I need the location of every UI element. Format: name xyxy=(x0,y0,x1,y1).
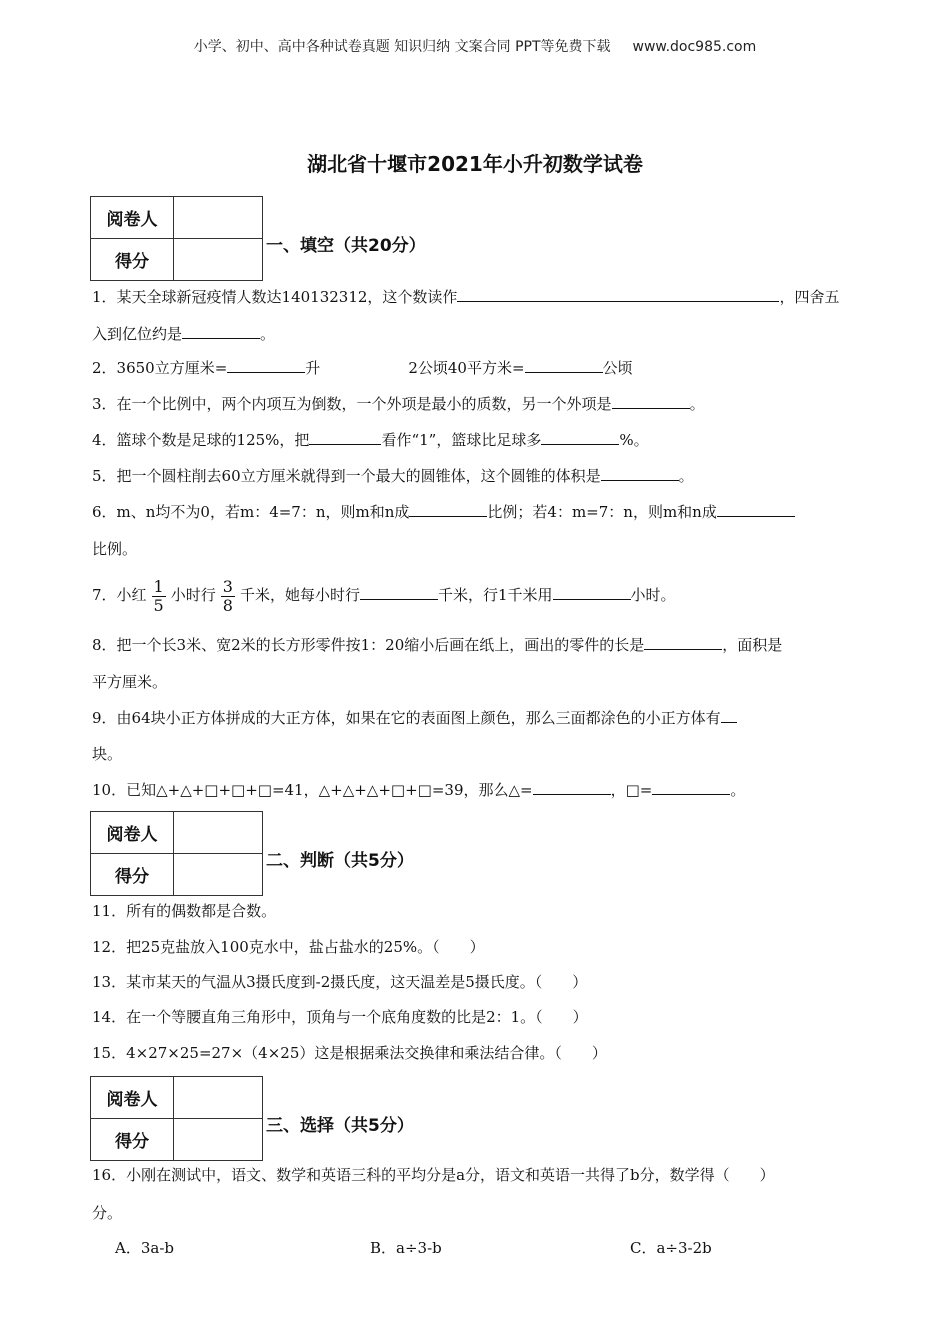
question-text: 2．3650立方厘米= xyxy=(92,359,228,377)
section-title: 三、选择（共5分） xyxy=(266,1116,414,1136)
question-text: 公顷 xyxy=(602,359,633,377)
question-6-cont: 比例。 xyxy=(92,540,138,558)
question-9-cont: 块。 xyxy=(92,745,123,763)
page-title: 湖北省十堰市2021年小升初数学试卷 xyxy=(307,152,643,176)
answer-blank[interactable] xyxy=(409,502,487,517)
question-12: 12．把25克盐放入100克水中，盐占盐水的25%。（ ） xyxy=(92,938,485,956)
answer-blank[interactable] xyxy=(553,585,631,600)
fraction-3-8 xyxy=(221,578,235,615)
question-text: 2公顷40平方米= xyxy=(408,359,525,377)
option-b[interactable]: B．a÷3-b xyxy=(370,1239,442,1257)
question-3 xyxy=(92,393,705,415)
question-text: 5．把一个圆柱削去60立方厘米就得到一个最大的圆锥体，这个圆锥的体积是 xyxy=(92,467,601,485)
question-text: 小时。 xyxy=(630,586,676,604)
question-text: ，面积是 xyxy=(722,636,783,654)
reviewer-cell xyxy=(174,812,263,854)
site-banner xyxy=(0,36,950,56)
question-text: 1．某天全球新冠疫情人数达140132312，这个数读作 xyxy=(92,288,458,306)
score-box xyxy=(90,1076,263,1161)
question-6 xyxy=(92,501,795,523)
score-label: 得分 xyxy=(91,854,174,896)
banner-url[interactable]: www.doc985.com xyxy=(632,39,757,55)
question-text: 比例；若4：m=7：n，则m和n成 xyxy=(487,503,717,521)
reviewer-label: 阅卷人 xyxy=(91,1077,174,1119)
question-text: 8．把一个长3米、宽2米的长方形零件按1：20缩小后画在纸上，画出的零件的长是 xyxy=(92,636,645,654)
answer-blank[interactable] xyxy=(644,635,722,650)
question-text: 看作“1”，篮球比足球多 xyxy=(381,431,542,449)
fraction-denominator: 5 xyxy=(153,595,164,615)
question-text: 3．在一个比例中，两个内项互为倒数，一个外项是最小的质数，另一个外项是 xyxy=(92,395,612,413)
question-9 xyxy=(92,707,737,729)
answer-blank[interactable] xyxy=(717,502,795,517)
question-text: 入到亿位约是 xyxy=(92,325,183,343)
question-text: 。 xyxy=(689,395,705,413)
question-16: 16．小刚在测试中，语文、数学和英语三科的平均分是a分，语文和英语一共得了b分，数学得（ ） xyxy=(92,1166,775,1184)
question-8 xyxy=(92,634,782,656)
fraction-numerator: 1 xyxy=(153,576,164,596)
answer-blank[interactable] xyxy=(360,585,438,600)
question-7 xyxy=(92,572,676,618)
question-text: 千米，她每小时行 xyxy=(239,586,360,604)
score-cell xyxy=(174,854,263,896)
question-8-cont: 平方厘米。 xyxy=(92,673,168,691)
reviewer-cell xyxy=(174,197,263,239)
question-text: 9．由64块小正方体拼成的大正方体，如果在它的表面图上颜色，那么三面都涂色的小正方体有 xyxy=(92,709,721,727)
answer-blank[interactable] xyxy=(541,430,619,445)
answer-blank[interactable] xyxy=(309,430,381,445)
answer-blank[interactable] xyxy=(601,466,679,481)
question-11: 11．所有的偶数都是合数。 xyxy=(92,902,277,920)
question-text: 升 xyxy=(305,359,321,377)
question-text: 6．m、n均不为0，若m：4=7：n，则m和n成 xyxy=(92,503,410,521)
question-5 xyxy=(92,465,694,487)
reviewer-label: 阅卷人 xyxy=(91,812,174,854)
answer-blank[interactable] xyxy=(227,358,305,373)
question-text: 。 xyxy=(678,467,694,485)
reviewer-cell xyxy=(174,1077,263,1119)
score-box xyxy=(90,811,263,896)
answer-blank[interactable] xyxy=(721,708,737,723)
reviewer-label: 阅卷人 xyxy=(91,197,174,239)
question-10 xyxy=(92,779,745,801)
question-text: 。 xyxy=(260,325,276,343)
score-box xyxy=(90,196,263,281)
question-text: 7．小红 xyxy=(92,586,147,604)
question-2 xyxy=(92,357,633,379)
question-text: 千米，行1千米用 xyxy=(437,586,553,604)
fraction-numerator: 3 xyxy=(222,576,233,596)
answer-blank[interactable] xyxy=(533,780,611,795)
answer-blank[interactable] xyxy=(652,780,730,795)
question-text: 4．篮球个数是足球的125%，把 xyxy=(92,431,310,449)
question-text: ，四舍五 xyxy=(779,288,840,306)
section-title: 二、判断（共5分） xyxy=(266,851,414,871)
fraction-1-5 xyxy=(152,578,166,615)
question-13: 13．某市某天的气温从3摄氏度到-2摄氏度，这天温差是5摄氏度。（ ） xyxy=(92,973,588,991)
banner-text: 小学、初中、高中各种试卷真题 知识归纳 文案合同 PPT等免费下载 xyxy=(193,39,611,55)
question-text: 小时行 xyxy=(170,586,216,604)
section-title: 一、填空（共20分） xyxy=(266,236,426,256)
question-text: 。 xyxy=(730,781,746,799)
question-text: ，□= xyxy=(610,781,653,799)
question-text: %。 xyxy=(619,431,649,449)
answer-blank[interactable] xyxy=(612,394,690,409)
question-4 xyxy=(92,429,649,451)
question-16-cont: 分。 xyxy=(92,1204,123,1222)
score-cell xyxy=(174,1119,263,1161)
option-c[interactable]: C．a÷3-2b xyxy=(630,1239,712,1257)
score-label: 得分 xyxy=(91,239,174,281)
answer-blank[interactable] xyxy=(182,324,260,339)
question-1-cont xyxy=(92,323,275,345)
answer-blank[interactable] xyxy=(457,287,779,302)
question-14: 14．在一个等腰直角三角形中，顶角与一个底角度数的比是2：1。（ ） xyxy=(92,1008,588,1026)
question-1 xyxy=(92,286,839,308)
option-a[interactable]: A．3a-b xyxy=(115,1239,174,1257)
score-label: 得分 xyxy=(91,1119,174,1161)
answer-blank[interactable] xyxy=(525,358,603,373)
question-15: 15．4×27×25=27×（4×25）这是根据乘法交换律和乘法结合律。（ ） xyxy=(92,1044,607,1062)
question-text: 10．已知△+△+□+□+□=41，△+△+△+□+□=39，那么△= xyxy=(92,781,533,799)
fraction-denominator: 8 xyxy=(222,595,233,615)
score-cell xyxy=(174,239,263,281)
